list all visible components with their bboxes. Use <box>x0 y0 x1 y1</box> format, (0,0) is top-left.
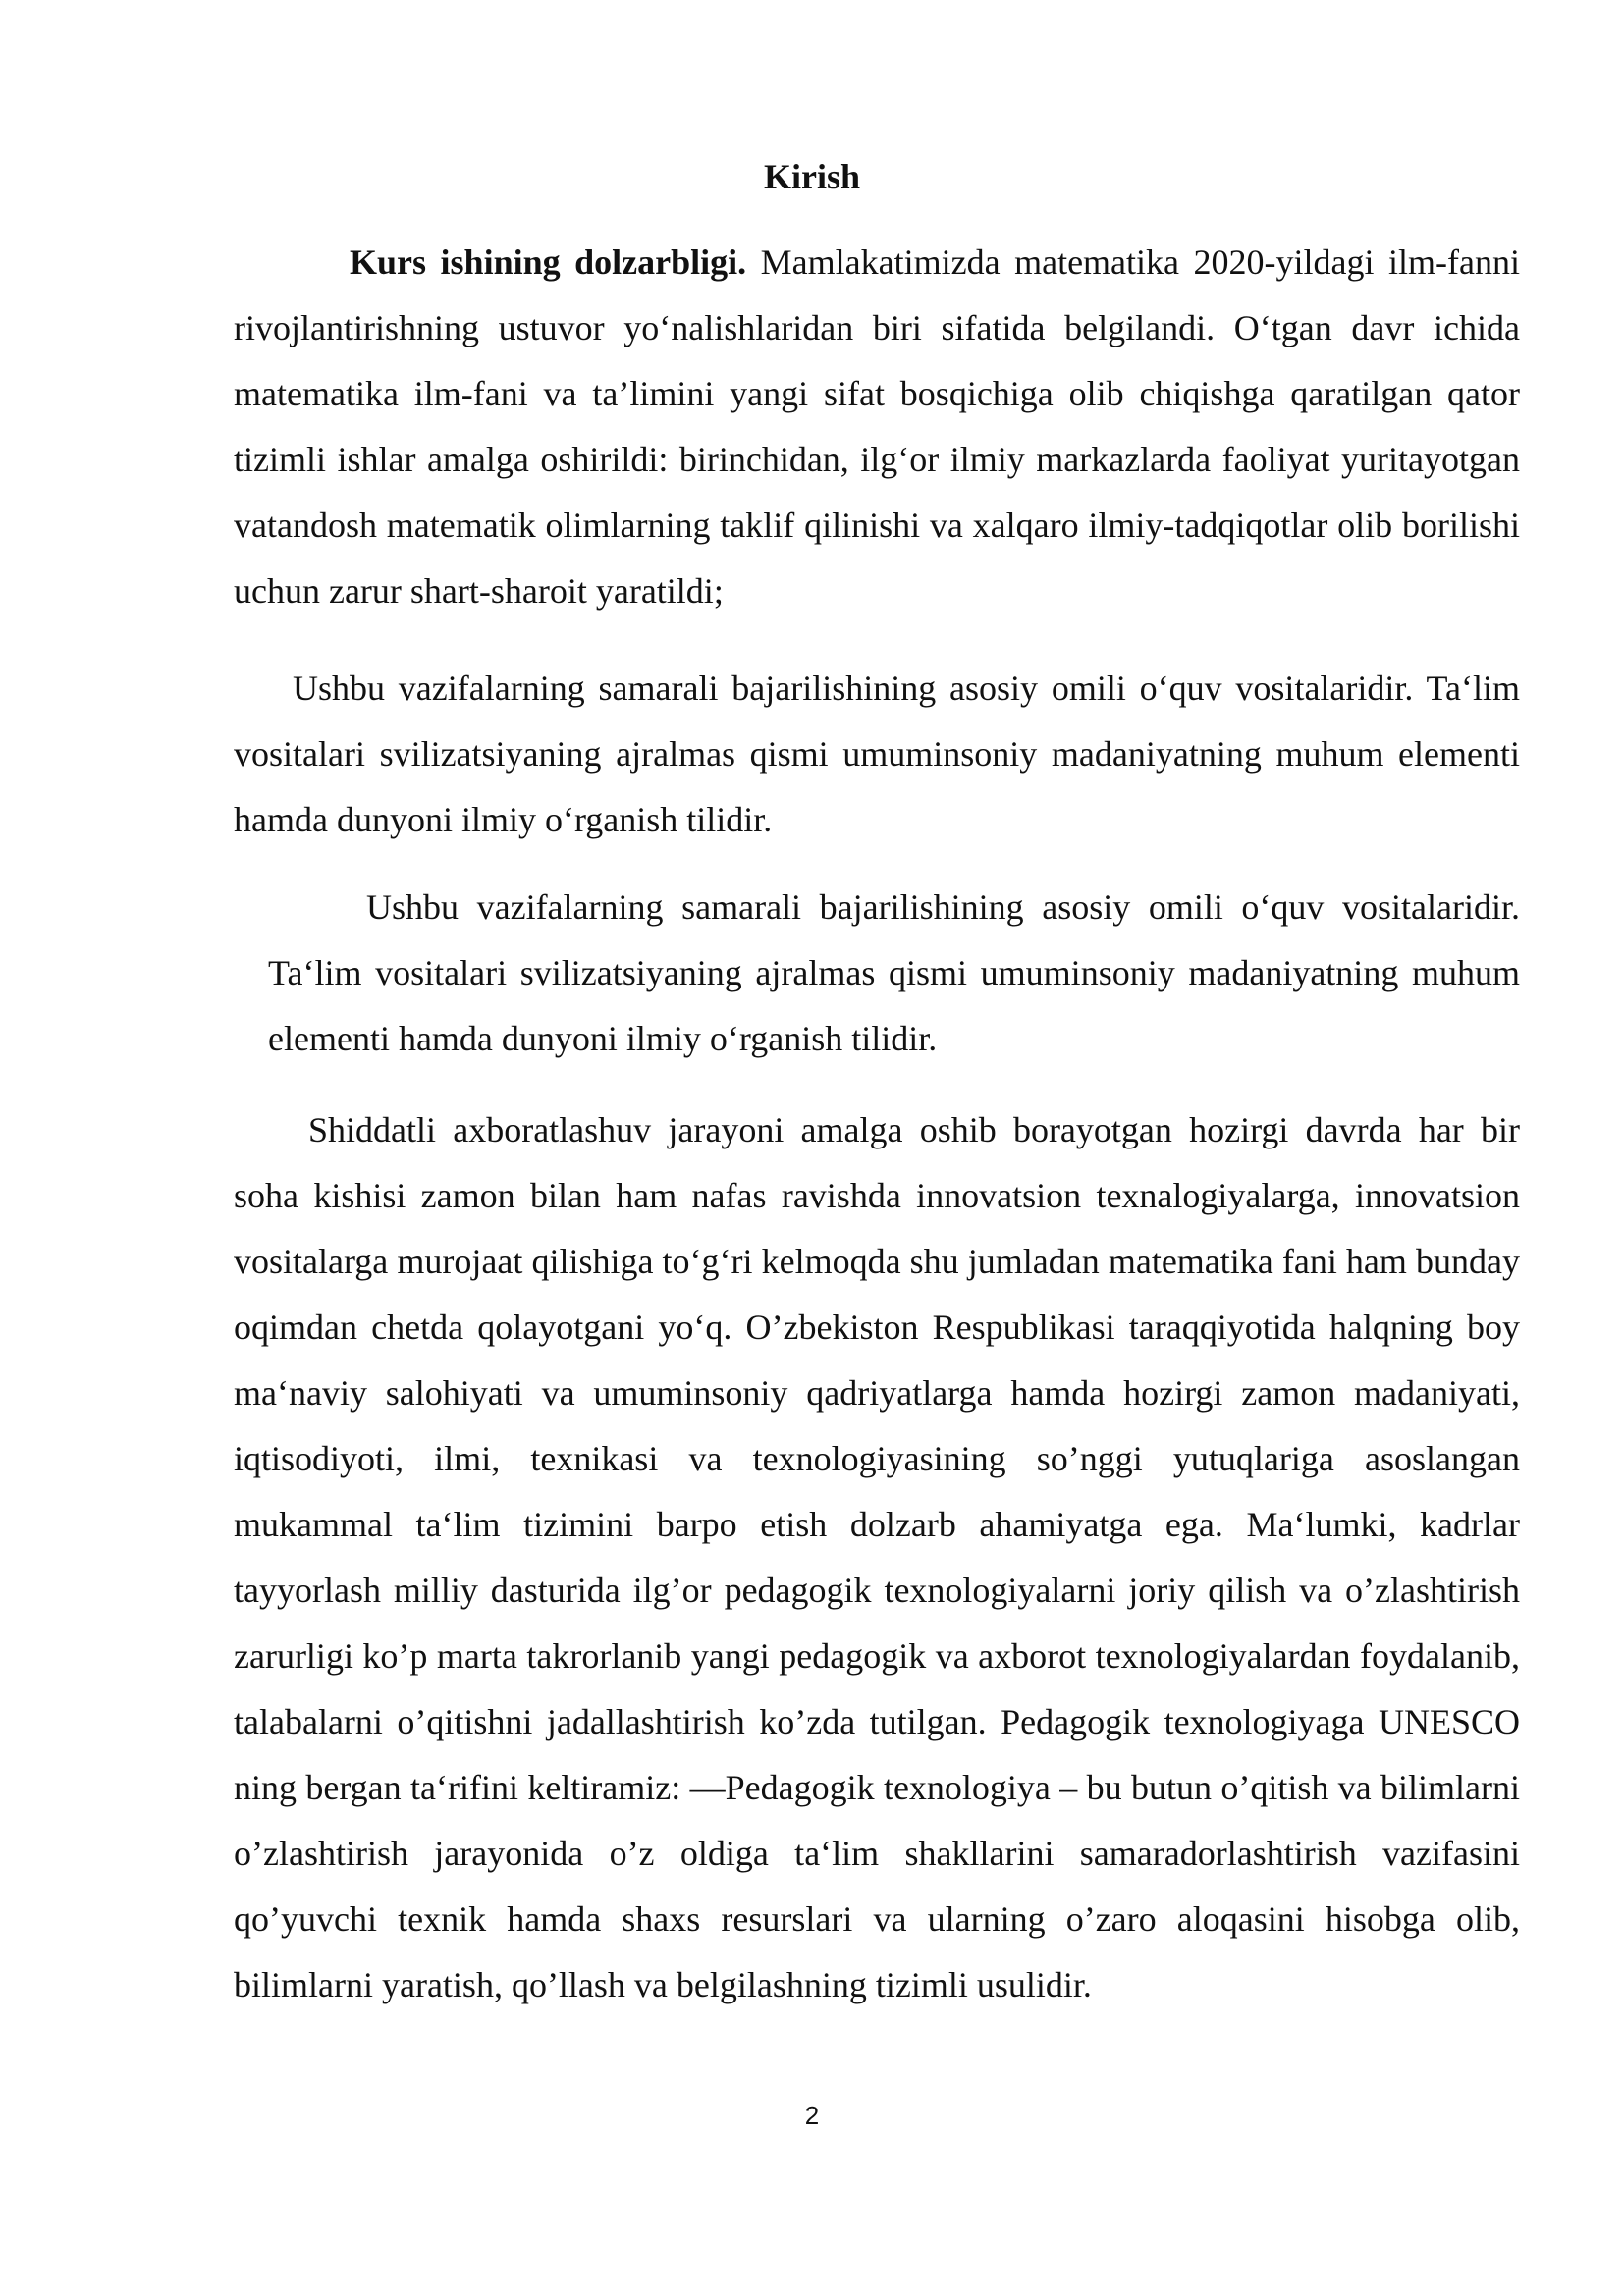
paragraph-tools-repeat: Ushbu vazifalarning samarali bajarilishining asosiy omili o‘quv vositalaridir. Ta‘lim vositalari svilizatsiyaning ajralmas qismi umuminsoniy madaniyatning muhum elementi hamda dunyoni ilmiy o‘rganish tilidir. <box>268 887 1520 1058</box>
paragraph-informatization: Shiddatli axboratlashuv jarayoni amalga oshib borayotgan hozirgi davrda har bir soha kishisi zamon bilan ham nafas ravishda innovatsion texnalogiyalarga, innovatsion vositalarga murojaat qilishiga to‘g‘ri kelmoqda shu jumladan matematika fani ham bunday oqimdan chetda qolayotgani yo‘q. O’zbekiston Respublikasi taraqqiyotida halqning boy ma‘naviy salohiyati va umuminsoniy qadriyatlarga hamda hozirgi zamon madaniyati, iqtisodiyoti, ilmi, texnikasi va texnologiyasining so’nggi yutuqlariga asoslangan mukammal ta‘lim tizimini barpo etish dolzarb ahamiyatga ega. Ma‘lumki, kadrlar tayyorlash milliy dasturida ilg’or pedagogik texnologiyalarni joriy qilish va o’zlashtirish zarurligi ko’p marta takrorlanib yangi pedagogik va axborot texnologiyalardan foydalanib, talabalarni o’qitishni jadallashtirish ko’zda tutilgan. Pedagogik texnologiyaga UNESCO ning bergan ta‘rifini keltiramiz: ―Pedagogik texnologiya – bu butun o’qitish va bilimlarni o’zlashtirish jarayonida o’z oldiga ta‘lim shakllarini samaradorlashtirish vazifasini qo’yuvchi texnik hamda shaxs resurslari va ularning o’zaro aloqasini hisobga olib, bilimlarni yaratish, qo’llash va belgilashning tizimli usulidir. <box>234 1110 1520 2004</box>
paragraph-tools: Ushbu vazifalarning samarali bajarilishining asosiy omili o‘quv vositalaridir. Ta‘lim vositalari svilizatsiyaning ajralmas qismi umuminsoniy madaniyatning muhum elementi hamda dunyoni ilmiy o‘rganish tilidir. <box>234 668 1520 839</box>
page-number: 2 <box>804 2101 820 2130</box>
paragraph-relevance <box>234 230 1520 624</box>
paragraph-lead: Kurs ishining dolzarbligi. <box>350 242 747 282</box>
paragraph-text: Mamlakatimizda matematika 2020-yildagi ilm-fanni rivojlantirishning ustuvor yo‘nalishlaridan biri sifatida belgilandi. O‘tgan davr ichida matematika ilm-fani va ta’limini yangi sifat bosqichiga olib chiqishga qaratilgan qator tizimli ishlar amalga oshirildi: birinchidan, ilg‘or ilmiy markazlarda faoliyat yuritayotgan vatandosh matematik olimlarning taklif qilinishi va xalqaro ilmiy-tadqiqotlar olib borilishi uchun zarur shart-sharoit yaratildi; <box>234 242 1520 611</box>
page-heading: Kirish <box>763 157 860 196</box>
